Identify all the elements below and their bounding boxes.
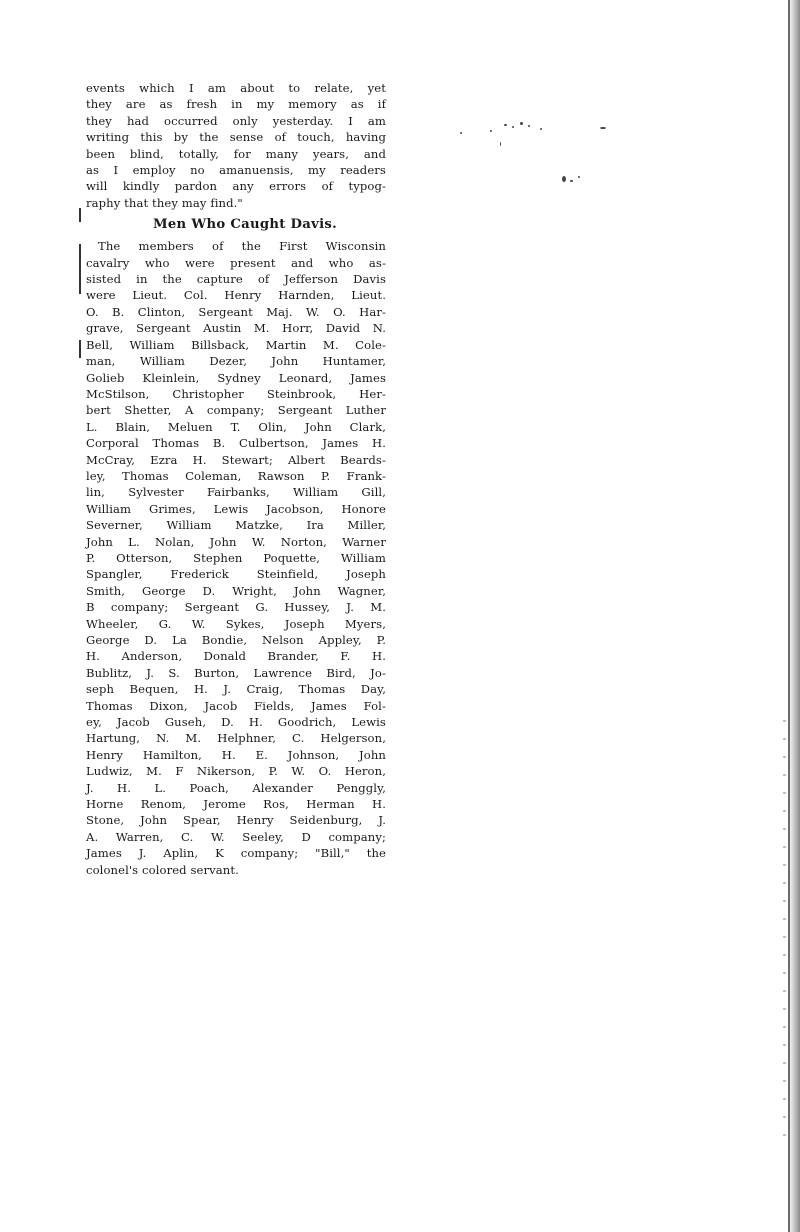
- text-line: Severner, William Matzke, Ira Miller,: [86, 518, 386, 533]
- text-line: H. Anderson, Donald Brander, F. H.: [86, 649, 386, 664]
- text-line: James J. Aplin, K company; "Bill," the: [86, 846, 386, 861]
- text-line: P. Otterson, Stephen Poquette, William: [86, 550, 386, 565]
- text-line: B company; Sergeant G. Hussey, J. M.: [86, 600, 386, 615]
- text-line: were Lieut. Col. Henry Harnden, Lieut.: [86, 288, 386, 303]
- text-line: McCray, Ezra H. Stewart; Albert Beards-: [86, 452, 386, 467]
- text-line: L. Blain, Meluen T. Olin, John Clark,: [86, 419, 386, 434]
- text-line: writing this by the sense of touch, having: [86, 130, 386, 145]
- text-line: Bell, William Billsback, Martin M. Cole-: [86, 337, 386, 352]
- text-line: Corporal Thomas B. Culbertson, James H.: [86, 436, 386, 451]
- text-line: William Grimes, Lewis Jacobson, Honore: [86, 501, 386, 516]
- text-line: events which I am about to relate, yet: [86, 81, 386, 95]
- text-line: bert Shetter, A company; Sergeant Luther: [86, 403, 386, 418]
- text-line: Smith, George D. Wright, John Wagner,: [86, 583, 386, 598]
- text-line: ley, Thomas Coleman, Rawson P. Frank-: [86, 468, 386, 483]
- text-line: Bublitz, J. S. Burton, Lawrence Bird, Jo-: [86, 665, 386, 680]
- text-line: Horne Renom, Jerome Ros, Herman H.: [86, 797, 386, 812]
- section-heading: Men Who Caught Davis.: [152, 217, 338, 233]
- text-line: lin, Sylvester Fairbanks, William Gill,: [86, 485, 386, 500]
- text-line: A. Warren, C. W. Seeley, D company;: [86, 829, 386, 844]
- text-line: O. B. Clinton, Sergeant Maj. W. O. Har-: [86, 304, 386, 319]
- article-column: [86, 80, 386, 878]
- text-line: they are as fresh in my memory as if: [86, 97, 386, 112]
- text-line: Stone, John Spear, Henry Seidenburg, J.: [86, 813, 386, 828]
- page-edge-marks: [783, 720, 786, 1140]
- text-line: sisted in the capture of Jefferson Davis: [86, 272, 386, 287]
- scan-noise-marks: [460, 118, 620, 198]
- text-line: Wheeler, G. W. Sykes, Joseph Myers,: [86, 616, 386, 631]
- text-line: raphy that they may find.": [86, 195, 243, 210]
- text-line: grave, Sergeant Austin M. Horr, David N.: [86, 321, 386, 336]
- margin-mark-lower: [79, 340, 81, 358]
- text-line: Golieb Kleinlein, Sydney Leonard, James: [86, 370, 386, 385]
- text-line: seph Bequen, H. J. Craig, Thomas Day,: [86, 682, 386, 697]
- text-line: George D. La Bondie, Nelson Appley, P.: [86, 633, 386, 647]
- text-line: Ludwiz, M. F Nikerson, P. W. O. Heron,: [86, 764, 386, 779]
- text-line: McStilson, Christopher Steinbrook, Her-: [86, 386, 386, 401]
- text-line: J. H. L. Poach, Alexander Penggly,: [86, 780, 386, 795]
- text-line: The members of the First Wisconsin: [98, 239, 386, 254]
- text-line: Henry Hamilton, H. E. Johnson, John: [86, 747, 386, 762]
- text-line: Hartung, N. M. Helphner, C. Helgerson,: [86, 731, 386, 746]
- text-line: will kindly pardon any errors of typog-: [86, 179, 386, 194]
- body-paragraph: [86, 238, 386, 878]
- text-line: been blind, totally, for many years, and: [86, 146, 386, 161]
- margin-mark-top: [79, 208, 81, 222]
- text-line: colonel's colored servant.: [86, 862, 239, 877]
- page-edge-line: [788, 0, 790, 1232]
- text-line: John L. Nolan, John W. Norton, Warner: [86, 534, 386, 549]
- text-line: they had occurred only yesterday. I am: [86, 113, 386, 128]
- text-line: ey, Jacob Guseh, D. H. Goodrich, Lewis: [86, 715, 386, 730]
- text-line: Thomas Dixon, Jacob Fields, James Fol-: [86, 698, 386, 713]
- text-line: as I employ no amanuensis, my readers: [86, 163, 386, 178]
- margin-mark-middle: [79, 244, 81, 294]
- text-line: Spangler, Frederick Steinfield, Joseph: [86, 567, 386, 582]
- text-line: cavalry who were present and who as-: [86, 255, 386, 270]
- intro-paragraph: [86, 80, 386, 211]
- text-line: man, William Dezer, John Huntamer,: [86, 354, 386, 369]
